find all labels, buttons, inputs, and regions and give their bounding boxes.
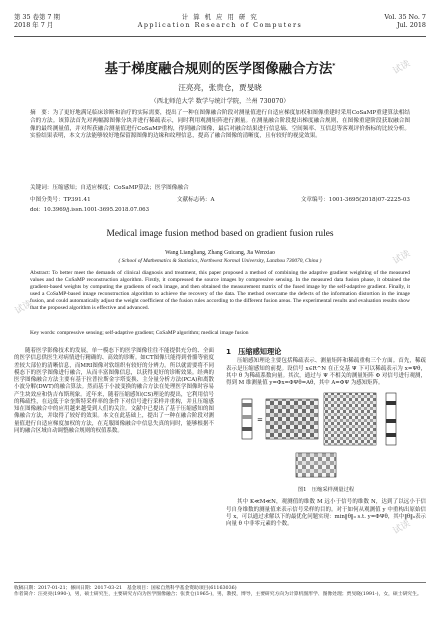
figure-caption: 图1 压缩采样测量过程: [297, 487, 355, 494]
running-header: [14, 12, 426, 37]
figure-1: [226, 389, 426, 497]
affiliation-chinese: （西北师范大学 数学与统计学院，兰州 730070）: [150, 98, 290, 105]
watermark: 试读: [391, 248, 413, 267]
body-column-right: [226, 348, 426, 528]
title-footnote-mark: *: [332, 62, 336, 70]
intro-paragraph: 随着医学影像技术的发展，单一模态下的医学图像往往不能提供充分的、全面的医学信息供医生对病情进行精确的、高效的诊断。如CT图像只能得到骨骼等密度差较大部位的清晰信息，而MRI图像对软组织有较好的分辨力。所以就需要将不同模态下的医学图像进行融合，从而丰富图像信息，以获得更好的诊断效果。经典的医学图像融合方法主要有基于拉普拉斯金字塔变换、主分量分析方法(PCA)和离散小波分解(DWT)的融合算法。然而基于小波变换的融合方法在处理医学图像时容易产生块效应和伪吉布斯现象。近年来，随着压缩感知(CS)理论的提出，它利用信号的稀疏性，在远低于奈奎斯特采样率的条件下对信号进行采样并重构，并且压缩感知在图像融合中的应用越来越受到人们的关注。文献中已提出了基于压缩感知的图像融合方法，并取得了较好的效果。本文在此基础上，提出了一种在融合阶段对测量值进行自适应梯度加权的方法，在克服图像融合中信息失真的同时，能够根据不同的融合区域自动调整融合规则的权值系数。: [14, 348, 214, 434]
abstract-english: Abstract: To better meet the demands of clinical diagnosis and treatment, this paper proposed a method of combining the adaptive gradient weighting of the measured values and the CoSaMP reconstruction algorithm. Firstly, it compressed the source images by compressive sensing. In the measured data fusion phase, it obtained the gradient-based weights by computing the gradients of each image, and then obtained the measurement matrix of the fused image by the self-adaptive gradient. Finally, it used a CoSaMP-based image reconstruction algorithm to achieve the recovery of the data. The method overcame the defects of the information distortion in the image fusion, and could automatically adjust the weight coefficient of the fusion rules according to the different fusion areas. The experimental results and evaluation results show that the proposed algorithm is effective and advanced.: [30, 270, 410, 312]
title-english: Medical image fusion method based on gradient fusion rules: [106, 229, 334, 239]
title-chinese: [0, 58, 440, 77]
watermark: 试读: [13, 298, 35, 317]
article-number: 文章编号：1001-3695(2018)07-2225-03: [300, 197, 410, 203]
diagram-block-psi: [324, 393, 376, 445]
header-journal: 计 算 机 应 用 研 究 Application Research of Computers: [137, 13, 303, 29]
diagram-block-theta: [386, 393, 396, 445]
doi: doi：10.3969/j.issn.1001-3695.2018.07.063: [30, 207, 150, 213]
cs-paragraph-1: 压缩感知理论主要包括稀疏表示、测量矩阵和稀疏重构三个方面。首先，稀疏表示是压缩感知的前提。设信号 x∈R^N 在正交基 Ψ 下可以稀疏表示为 x=Ψθ，其中 θ 为稀疏系数向量。其次，通过与 Ψ 不相关的测量矩阵 Φ 对信号进行观测，得到 M 维测量值 y=Φx=ΦΨθ=Aθ，其中 A=ΦΨ 为感知矩阵。: [226, 358, 426, 386]
equals-sign: =: [257, 416, 263, 425]
clc-number: 中图分类号：TP391.41: [30, 197, 91, 203]
keywords-chinese: 关键词：压缩感知；自适应梯度；CoSaMP算法；医学图像融合: [30, 185, 189, 191]
measurement-diagram: [226, 389, 426, 485]
watermark: 试读: [391, 518, 413, 537]
diagram-block-a: [296, 453, 336, 477]
document-code: 文献标志码：A: [176, 197, 215, 203]
abstract-chinese: 摘 要：为了更好地满足临床诊断和治疗的实际需要，提出了一种在图像融合阶段对测量值进行自适应梯度加权和图像重建时采用CoSaMP重建算法相结合的方法。该算法首先对两幅源图像分块并进行稀疏表示，同时利用观测矩阵进行测量。在测量融合阶段提出梯度融合规则，在图像重建阶段获取融合图像的最终测量值，并对所获融合测量值进行CoSaMP重构，得到融合图像，最后对融合结果进行信息熵、空间频率、互信息等客观评价指标的比较分析。实验结果表明，本文方法能够较好地保留源图像的边缘和纹理信息，提高了融合图像的清晰度，且有较好的视觉效果。: [30, 110, 410, 140]
cs-paragraph-2: 其中 K≪M≪N，观测值的维数 M 远小于信号的维数 N，达到了以远小于信号自身维数的测量值来表示信号采样的目的。对于如何从观测值 y 中重构出原始信号 x，可以通过求解以下的最优化问题实现：min‖θ‖₀ s.t. y=ΦΨθ，其中‖θ‖₀表示向量 θ 中非零元素的个数。: [226, 499, 426, 527]
diagram-block-phi: [266, 399, 318, 439]
header-volume: 第 35 卷第 7 期 2018 年 7 月: [14, 13, 60, 29]
classification-row: [30, 195, 410, 203]
section-heading: 1 压缩感知理论: [226, 347, 282, 356]
diagram-block-y: [242, 399, 252, 439]
header-volume-en: Vol. 35 No. 7 Jul. 2018: [384, 13, 426, 29]
watermark: 试读: [391, 58, 413, 77]
authors-english: Wang Liangliang, Zhang Guicang, Jia Wenxiao: [165, 250, 275, 256]
footnote: 收稿日期：2017-01-21；修回日期：2017-03-21 基金项目：国家自然科学基金资助项目(61163036) 作者简介：汪亮亮(1990-)，男，硕士研究生，主要研究方向为医学图像融合；张贵仓(1965-)，男，教授，博导，主要研究方向为计算机图形学、图像处理；贾旻晓(1991-)，女，硕士研究生。: [14, 582, 426, 599]
keywords-english: Key words: compressive sensing; self-adaptive gradient; CoSaMP algorithm; medical image fusion: [30, 330, 249, 336]
affiliation-english: ( School of Mathematics & Statistics, Northwest Normal University, Lanzhou 730070, China ): [118, 258, 322, 264]
authors-chinese: 汪亮亮，张贵仓，贾旻晓: [178, 83, 262, 92]
title-text: 基于梯度融合规则的医学图像融合方法: [104, 62, 333, 77]
body-column-left: [14, 348, 214, 435]
